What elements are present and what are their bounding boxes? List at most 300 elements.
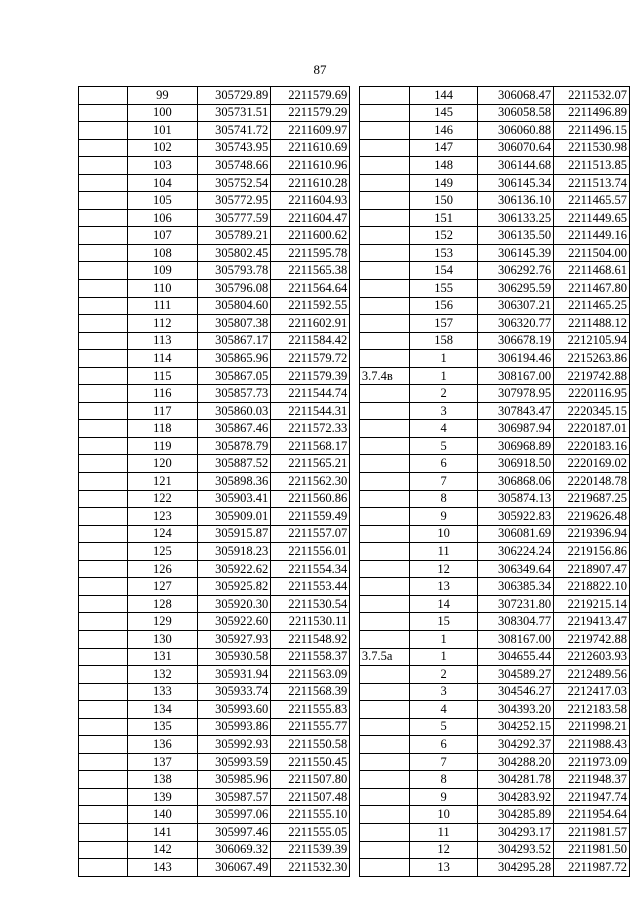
table-row xyxy=(79,367,630,385)
y-coordinate: 2215263.86 xyxy=(554,350,630,368)
table-row xyxy=(79,420,630,438)
column-gap xyxy=(350,244,360,262)
point-number: 146 xyxy=(410,122,478,140)
x-coordinate: 305993.60 xyxy=(197,701,271,719)
column-gap xyxy=(350,560,360,578)
table-row xyxy=(79,297,630,315)
section-label xyxy=(359,595,409,613)
y-coordinate: 2211558.37 xyxy=(271,648,350,666)
y-coordinate: 2211947.74 xyxy=(554,788,630,806)
y-coordinate: 2212417.03 xyxy=(554,683,630,701)
left-section-cell xyxy=(79,262,128,280)
column-gap xyxy=(350,385,360,403)
y-coordinate: 2211981.57 xyxy=(554,823,630,841)
section-label xyxy=(359,543,409,561)
y-coordinate: 2220169.02 xyxy=(554,455,630,473)
point-number: 112 xyxy=(128,315,197,333)
section-label xyxy=(359,525,409,543)
y-coordinate: 2211555.05 xyxy=(271,823,350,841)
y-coordinate: 2211568.17 xyxy=(271,437,350,455)
section-label: 3.7.4в xyxy=(359,367,409,385)
left-section-cell xyxy=(79,595,128,613)
y-coordinate: 2220148.78 xyxy=(554,473,630,491)
point-number: 4 xyxy=(410,420,478,438)
column-gap xyxy=(350,630,360,648)
section-label: 3.7.5а xyxy=(359,648,409,666)
y-coordinate: 2211973.09 xyxy=(554,753,630,771)
x-coordinate: 304281.78 xyxy=(478,771,554,789)
section-label xyxy=(359,262,409,280)
x-coordinate: 306385.34 xyxy=(478,578,554,596)
left-section-cell xyxy=(79,578,128,596)
x-coordinate: 305922.62 xyxy=(197,560,271,578)
left-section-cell xyxy=(79,473,128,491)
table-row xyxy=(79,648,630,666)
point-number: 125 xyxy=(128,543,197,561)
x-coordinate: 305729.89 xyxy=(197,87,271,105)
x-coordinate: 306060.88 xyxy=(478,122,554,140)
x-coordinate: 305860.03 xyxy=(197,402,271,420)
left-section-cell xyxy=(79,332,128,350)
section-label xyxy=(359,683,409,701)
left-section-cell xyxy=(79,753,128,771)
column-gap xyxy=(350,753,360,771)
x-coordinate: 305789.21 xyxy=(197,227,271,245)
left-section-cell xyxy=(79,192,128,210)
x-coordinate: 305793.78 xyxy=(197,262,271,280)
table-row xyxy=(79,122,630,140)
table-row xyxy=(79,192,630,210)
left-section-cell xyxy=(79,437,128,455)
y-coordinate: 2219215.14 xyxy=(554,595,630,613)
y-coordinate: 2211610.28 xyxy=(271,174,350,192)
table-row xyxy=(79,490,630,508)
left-section-cell xyxy=(79,87,128,105)
x-coordinate: 305993.59 xyxy=(197,753,271,771)
section-label xyxy=(359,122,409,140)
y-coordinate: 2211468.61 xyxy=(554,262,630,280)
section-label xyxy=(359,771,409,789)
column-gap xyxy=(350,455,360,473)
point-number: 105 xyxy=(128,192,197,210)
section-label xyxy=(359,630,409,648)
section-label xyxy=(359,736,409,754)
x-coordinate: 305865.96 xyxy=(197,350,271,368)
point-number: 133 xyxy=(128,683,197,701)
x-coordinate: 307231.80 xyxy=(478,595,554,613)
section-label xyxy=(359,718,409,736)
x-coordinate: 305915.87 xyxy=(197,525,271,543)
left-section-cell xyxy=(79,701,128,719)
point-number: 124 xyxy=(128,525,197,543)
y-coordinate: 2211579.29 xyxy=(271,104,350,122)
x-coordinate: 306918.50 xyxy=(478,455,554,473)
y-coordinate: 2211496.89 xyxy=(554,104,630,122)
y-coordinate: 2211544.31 xyxy=(271,402,350,420)
point-number: 149 xyxy=(410,174,478,192)
point-number: 11 xyxy=(410,823,478,841)
y-coordinate: 2211548.92 xyxy=(271,630,350,648)
y-coordinate: 2211604.47 xyxy=(271,209,350,227)
y-coordinate: 2211565.21 xyxy=(271,455,350,473)
point-number: 9 xyxy=(410,788,478,806)
point-number: 13 xyxy=(410,859,478,877)
x-coordinate: 305920.30 xyxy=(197,595,271,613)
y-coordinate: 2211555.83 xyxy=(271,701,350,719)
table-row xyxy=(79,560,630,578)
table-row xyxy=(79,157,630,175)
point-number: 10 xyxy=(410,806,478,824)
point-number: 147 xyxy=(410,139,478,157)
point-number: 153 xyxy=(410,244,478,262)
table-row xyxy=(79,788,630,806)
column-gap xyxy=(350,683,360,701)
x-coordinate: 307978.95 xyxy=(478,385,554,403)
point-number: 106 xyxy=(128,209,197,227)
x-coordinate: 305997.46 xyxy=(197,823,271,841)
y-coordinate: 2219687.25 xyxy=(554,490,630,508)
section-label xyxy=(359,402,409,420)
table-row xyxy=(79,701,630,719)
point-number: 9 xyxy=(410,508,478,526)
table-row xyxy=(79,630,630,648)
column-gap xyxy=(350,508,360,526)
point-number: 14 xyxy=(410,595,478,613)
section-label xyxy=(359,244,409,262)
y-coordinate: 2211998.21 xyxy=(554,718,630,736)
left-section-cell xyxy=(79,420,128,438)
y-coordinate: 2211465.57 xyxy=(554,192,630,210)
x-coordinate: 305772.95 xyxy=(197,192,271,210)
left-section-cell xyxy=(79,806,128,824)
point-number: 138 xyxy=(128,771,197,789)
y-coordinate: 2211609.97 xyxy=(271,122,350,140)
left-section-cell xyxy=(79,297,128,315)
point-number: 103 xyxy=(128,157,197,175)
point-number: 151 xyxy=(410,209,478,227)
point-number: 2 xyxy=(410,666,478,684)
y-coordinate: 2219396.94 xyxy=(554,525,630,543)
y-coordinate: 2211557.07 xyxy=(271,525,350,543)
column-gap xyxy=(350,104,360,122)
left-section-cell xyxy=(79,683,128,701)
x-coordinate: 305933.74 xyxy=(197,683,271,701)
x-coordinate: 306067.49 xyxy=(197,859,271,877)
y-coordinate: 2211550.58 xyxy=(271,736,350,754)
column-gap xyxy=(350,350,360,368)
y-coordinate: 2211559.49 xyxy=(271,508,350,526)
y-coordinate: 2211987.72 xyxy=(554,859,630,877)
table-row xyxy=(79,736,630,754)
point-number: 122 xyxy=(128,490,197,508)
point-number: 115 xyxy=(128,367,197,385)
point-number: 130 xyxy=(128,630,197,648)
column-gap xyxy=(350,437,360,455)
point-number: 116 xyxy=(128,385,197,403)
x-coordinate: 304285.89 xyxy=(478,806,554,824)
left-section-cell xyxy=(79,122,128,140)
y-coordinate: 2211507.80 xyxy=(271,771,350,789)
y-coordinate: 2220183.16 xyxy=(554,437,630,455)
y-coordinate: 2211530.54 xyxy=(271,595,350,613)
y-coordinate: 2211513.85 xyxy=(554,157,630,175)
section-label xyxy=(359,315,409,333)
column-gap xyxy=(350,174,360,192)
column-gap xyxy=(350,701,360,719)
table-row xyxy=(79,104,630,122)
table-row xyxy=(79,350,630,368)
point-number: 118 xyxy=(128,420,197,438)
y-coordinate: 2211595.78 xyxy=(271,244,350,262)
column-gap xyxy=(350,157,360,175)
section-label xyxy=(359,350,409,368)
point-number: 6 xyxy=(410,455,478,473)
section-label xyxy=(359,104,409,122)
column-gap xyxy=(350,367,360,385)
point-number: 113 xyxy=(128,332,197,350)
section-label xyxy=(359,420,409,438)
left-section-cell xyxy=(79,402,128,420)
x-coordinate: 305925.82 xyxy=(197,578,271,596)
section-label xyxy=(359,192,409,210)
y-coordinate: 2211496.15 xyxy=(554,122,630,140)
section-label xyxy=(359,473,409,491)
column-gap xyxy=(350,280,360,298)
section-label xyxy=(359,508,409,526)
x-coordinate: 305857.73 xyxy=(197,385,271,403)
table-row xyxy=(79,315,630,333)
y-coordinate: 2211467.80 xyxy=(554,280,630,298)
point-number: 145 xyxy=(410,104,478,122)
point-number: 140 xyxy=(128,806,197,824)
point-number: 117 xyxy=(128,402,197,420)
column-gap xyxy=(350,595,360,613)
left-section-cell xyxy=(79,841,128,859)
y-coordinate: 2211604.93 xyxy=(271,192,350,210)
x-coordinate: 304293.52 xyxy=(478,841,554,859)
y-coordinate: 2220345.15 xyxy=(554,402,630,420)
y-coordinate: 2218907.47 xyxy=(554,560,630,578)
point-number: 10 xyxy=(410,525,478,543)
column-gap xyxy=(350,315,360,333)
x-coordinate: 305802.45 xyxy=(197,244,271,262)
left-section-cell xyxy=(79,718,128,736)
x-coordinate: 306987.94 xyxy=(478,420,554,438)
left-section-cell xyxy=(79,367,128,385)
x-coordinate: 305804.60 xyxy=(197,297,271,315)
x-coordinate: 305867.05 xyxy=(197,367,271,385)
point-number: 104 xyxy=(128,174,197,192)
x-coordinate: 306070.64 xyxy=(478,139,554,157)
y-coordinate: 2211555.77 xyxy=(271,718,350,736)
point-number: 100 xyxy=(128,104,197,122)
left-section-cell xyxy=(79,630,128,648)
x-coordinate: 306144.68 xyxy=(478,157,554,175)
x-coordinate: 305874.13 xyxy=(478,490,554,508)
y-coordinate: 2211564.64 xyxy=(271,280,350,298)
table-row xyxy=(79,525,630,543)
x-coordinate: 308167.00 xyxy=(478,367,554,385)
column-gap xyxy=(350,192,360,210)
table-row xyxy=(79,280,630,298)
column-gap xyxy=(350,122,360,140)
x-coordinate: 305922.60 xyxy=(197,613,271,631)
point-number: 8 xyxy=(410,490,478,508)
point-number: 123 xyxy=(128,508,197,526)
table-row xyxy=(79,174,630,192)
column-gap xyxy=(350,806,360,824)
left-section-cell xyxy=(79,385,128,403)
x-coordinate: 305878.79 xyxy=(197,437,271,455)
y-coordinate: 2211592.55 xyxy=(271,297,350,315)
point-number: 111 xyxy=(128,297,197,315)
y-coordinate: 2220187.01 xyxy=(554,420,630,438)
section-label xyxy=(359,455,409,473)
x-coordinate: 306295.59 xyxy=(478,280,554,298)
section-label xyxy=(359,701,409,719)
column-gap xyxy=(350,402,360,420)
y-coordinate: 2211530.98 xyxy=(554,139,630,157)
x-coordinate: 304293.17 xyxy=(478,823,554,841)
column-gap xyxy=(350,209,360,227)
page-number: 87 xyxy=(313,62,327,77)
x-coordinate: 304589.27 xyxy=(478,666,554,684)
x-coordinate: 305993.86 xyxy=(197,718,271,736)
point-number: 5 xyxy=(410,437,478,455)
y-coordinate: 2211610.96 xyxy=(271,157,350,175)
left-section-cell xyxy=(79,227,128,245)
point-number: 144 xyxy=(410,87,478,105)
x-coordinate: 306292.76 xyxy=(478,262,554,280)
left-section-cell xyxy=(79,648,128,666)
table-row xyxy=(79,244,630,262)
point-number: 157 xyxy=(410,315,478,333)
left-section-cell xyxy=(79,543,128,561)
y-coordinate: 2211562.30 xyxy=(271,473,350,491)
y-coordinate: 2211504.00 xyxy=(554,244,630,262)
y-coordinate: 2211449.16 xyxy=(554,227,630,245)
table-row xyxy=(79,666,630,684)
y-coordinate: 2211954.64 xyxy=(554,806,630,824)
point-number: 101 xyxy=(128,122,197,140)
left-section-cell xyxy=(79,823,128,841)
x-coordinate: 308304.77 xyxy=(478,613,554,631)
x-coordinate: 306194.46 xyxy=(478,350,554,368)
point-number: 120 xyxy=(128,455,197,473)
point-number: 114 xyxy=(128,350,197,368)
section-label xyxy=(359,753,409,771)
y-coordinate: 2212105.94 xyxy=(554,332,630,350)
x-coordinate: 305922.83 xyxy=(478,508,554,526)
x-coordinate: 306068.47 xyxy=(478,87,554,105)
left-section-cell xyxy=(79,525,128,543)
point-number: 131 xyxy=(128,648,197,666)
table-row xyxy=(79,455,630,473)
y-coordinate: 2218822.10 xyxy=(554,578,630,596)
x-coordinate: 304546.27 xyxy=(478,683,554,701)
table-row xyxy=(79,753,630,771)
point-number: 136 xyxy=(128,736,197,754)
point-number: 4 xyxy=(410,701,478,719)
point-number: 15 xyxy=(410,613,478,631)
x-coordinate: 305930.58 xyxy=(197,648,271,666)
point-number: 99 xyxy=(128,87,197,105)
section-label xyxy=(359,859,409,877)
section-label xyxy=(359,157,409,175)
y-coordinate: 2211610.69 xyxy=(271,139,350,157)
y-coordinate: 2219156.86 xyxy=(554,543,630,561)
point-number: 1 xyxy=(410,350,478,368)
y-coordinate: 2211539.39 xyxy=(271,841,350,859)
point-number: 3 xyxy=(410,402,478,420)
point-number: 8 xyxy=(410,771,478,789)
table-row xyxy=(79,262,630,280)
column-gap xyxy=(350,543,360,561)
point-number: 150 xyxy=(410,192,478,210)
table-row xyxy=(79,595,630,613)
point-number: 129 xyxy=(128,613,197,631)
point-number: 135 xyxy=(128,718,197,736)
y-coordinate: 2212183.58 xyxy=(554,701,630,719)
y-coordinate: 2211488.12 xyxy=(554,315,630,333)
column-gap xyxy=(350,841,360,859)
section-label xyxy=(359,227,409,245)
section-label xyxy=(359,788,409,806)
section-label xyxy=(359,490,409,508)
y-coordinate: 2220116.95 xyxy=(554,385,630,403)
y-coordinate: 2219742.88 xyxy=(554,630,630,648)
x-coordinate: 305796.08 xyxy=(197,280,271,298)
y-coordinate: 2219742.88 xyxy=(554,367,630,385)
left-section-cell xyxy=(79,350,128,368)
y-coordinate: 2211507.48 xyxy=(271,788,350,806)
point-number: 155 xyxy=(410,280,478,298)
section-label xyxy=(359,209,409,227)
y-coordinate: 2211568.39 xyxy=(271,683,350,701)
point-number: 12 xyxy=(410,841,478,859)
table-row xyxy=(79,543,630,561)
x-coordinate: 304252.15 xyxy=(478,718,554,736)
section-label xyxy=(359,823,409,841)
y-coordinate: 2219413.47 xyxy=(554,613,630,631)
y-coordinate: 2211981.50 xyxy=(554,841,630,859)
column-gap xyxy=(350,823,360,841)
point-number: 119 xyxy=(128,437,197,455)
y-coordinate: 2211555.10 xyxy=(271,806,350,824)
table-row xyxy=(79,437,630,455)
column-gap xyxy=(350,420,360,438)
section-label xyxy=(359,806,409,824)
left-section-cell xyxy=(79,666,128,684)
y-coordinate: 2211532.30 xyxy=(271,859,350,877)
point-number: 121 xyxy=(128,473,197,491)
x-coordinate: 306968.89 xyxy=(478,437,554,455)
table-row xyxy=(79,823,630,841)
x-coordinate: 305743.95 xyxy=(197,139,271,157)
table-row xyxy=(79,806,630,824)
section-label xyxy=(359,332,409,350)
y-coordinate: 2211572.33 xyxy=(271,420,350,438)
x-coordinate: 306320.77 xyxy=(478,315,554,333)
section-label xyxy=(359,280,409,298)
point-number: 3 xyxy=(410,683,478,701)
point-number: 134 xyxy=(128,701,197,719)
column-gap xyxy=(350,297,360,315)
x-coordinate: 304393.20 xyxy=(478,701,554,719)
x-coordinate: 306058.58 xyxy=(478,104,554,122)
point-number: 11 xyxy=(410,543,478,561)
y-coordinate: 2211563.09 xyxy=(271,666,350,684)
